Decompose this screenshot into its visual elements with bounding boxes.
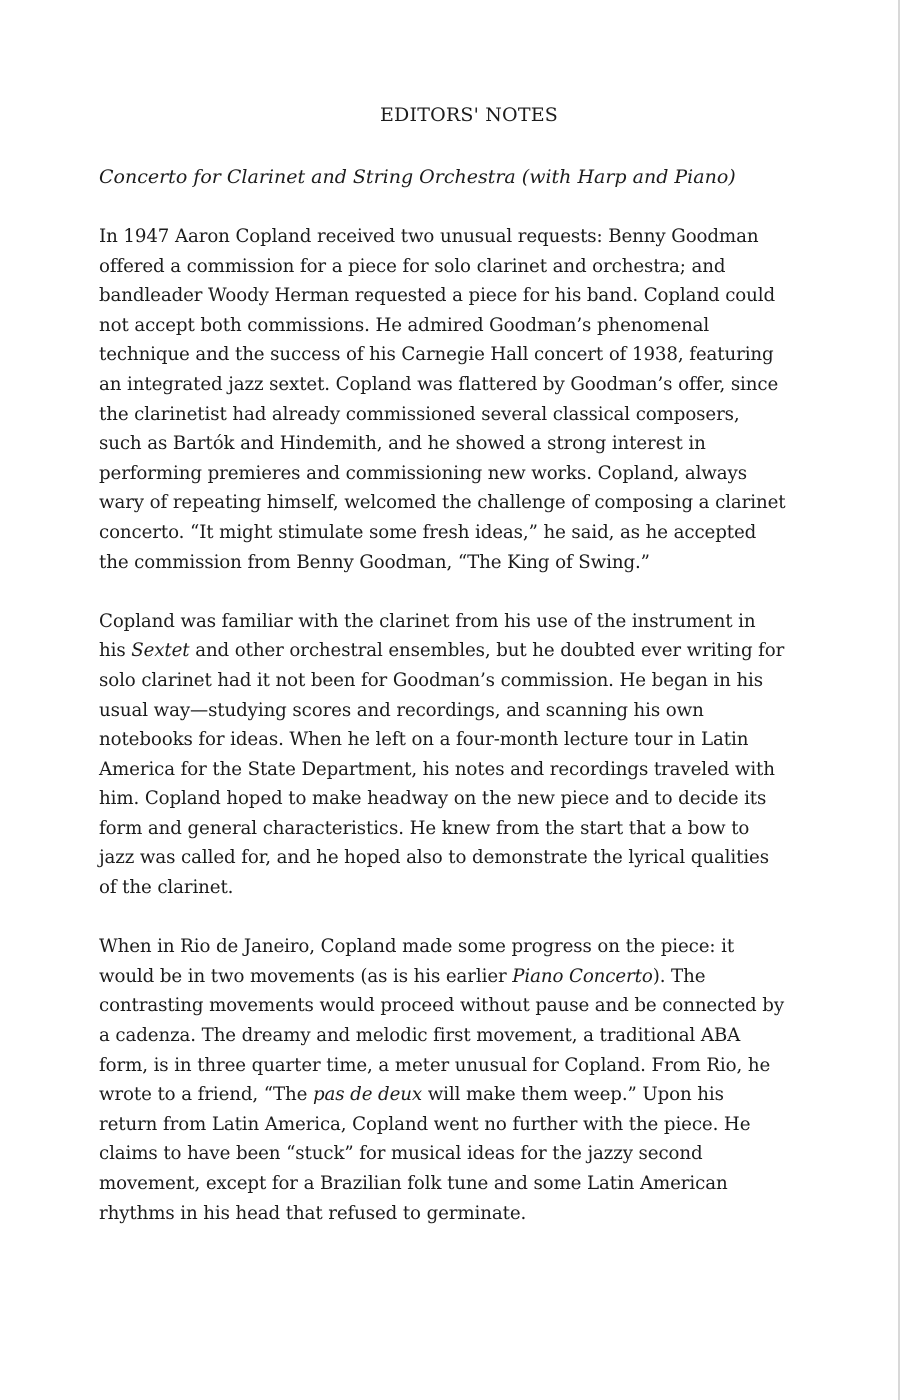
text-line <box>99 666 819 696</box>
text-run: America for the State Department, his notes and recordings traveled with <box>99 758 775 780</box>
text-run: his <box>99 640 132 662</box>
italic-title: Sextet <box>131 640 190 662</box>
text-run: bandleader Woody Herman requested a piece for his band. Copland could <box>99 285 776 307</box>
text-line <box>99 636 819 666</box>
text-line <box>99 400 819 430</box>
text-line <box>99 1021 819 1051</box>
text-run: rhythms in his head that refused to germinate. <box>99 1202 527 1224</box>
text-run: notebooks for ideas. When he left on a four-month lecture tour in Latin <box>99 729 749 751</box>
text-line <box>99 548 819 578</box>
italic-title: Piano Concerto <box>512 965 653 987</box>
text-run: would be in two movements (as is his earlier <box>99 965 513 987</box>
text-run: concerto. “It might stimulate some fresh ideas,” he said, as he accepted <box>99 521 757 543</box>
text-line <box>99 252 819 282</box>
text-run: not accept both commissions. He admired Goodman’s phenomenal <box>99 314 710 336</box>
italic-title: pas de deux <box>312 1084 423 1106</box>
text-run: Copland was familiar with the clarinet from his use of the instrument in <box>99 610 756 632</box>
text-run: In 1947 Aaron Copland received two unusual requests: Benny Goodman <box>99 226 759 247</box>
text-run: jazz was called for, and he hoped also to demonstrate the lyrical qualities <box>99 847 769 869</box>
text-run: him. Copland hoped to make headway on the new piece and to decide its <box>99 788 767 810</box>
text-run: the commission from Benny Goodman, “The King of Swing.” <box>99 551 650 573</box>
text-line <box>99 429 819 459</box>
text-run: return from Latin America, Copland went no further with the piece. He <box>99 1113 751 1135</box>
text-run: of the clarinet. <box>99 877 234 899</box>
text-line <box>99 696 819 726</box>
paragraph <box>99 222 819 577</box>
text-line <box>99 1139 819 1169</box>
text-line <box>99 607 819 637</box>
text-line <box>99 340 819 370</box>
text-run: technique and the success of his Carnegie Hall concert of 1938, featuring <box>99 344 774 366</box>
text-line <box>99 518 819 548</box>
body-text <box>99 222 819 1228</box>
text-run: will make them weep.” Upon his <box>422 1084 724 1106</box>
text-run: form, is in three quarter time, a meter unusual for Copland. From Rio, he <box>99 1054 771 1076</box>
text-run: an integrated jazz sextet. Copland was flattered by Goodman’s offer, since <box>99 373 779 395</box>
paragraph <box>99 932 819 1228</box>
text-line <box>99 311 819 341</box>
text-run: ). The <box>652 965 706 987</box>
text-line <box>99 962 819 992</box>
text-line <box>99 488 819 518</box>
text-run: When in Rio de Janeiro, Copland made some progress on the piece: it <box>99 936 735 958</box>
text-line <box>99 843 819 873</box>
text-run: and other orchestral ensembles, but he doubted ever writing for <box>189 640 785 662</box>
text-line <box>99 725 819 755</box>
text-run: form and general characteristics. He knew from the start that a bow to <box>99 817 750 839</box>
text-run: solo clarinet had it not been for Goodman’s commission. He began in his <box>99 669 764 691</box>
text-run: contrasting movements would proceed without pause and be connected by <box>99 995 784 1017</box>
text-run: performing premieres and commissioning new works. Copland, always <box>99 462 747 484</box>
work-title: Concerto for Clarinet and String Orchestra (with Harp and Piano) <box>99 166 736 188</box>
text-run: such as Bartók and Hindemith, and he showed a strong interest in <box>99 433 706 455</box>
text-line <box>99 1199 819 1229</box>
text-line <box>99 755 819 785</box>
text-line <box>99 222 819 252</box>
text-line <box>99 873 819 903</box>
text-run: wary of repeating himself, welcomed the challenge of composing a clarinet <box>99 492 786 514</box>
text-run: wrote to a friend, “The <box>99 1084 313 1106</box>
text-line <box>99 1110 819 1140</box>
text-run: movement, except for a Brazilian folk tune and some Latin American <box>99 1173 728 1194</box>
text-line <box>99 370 819 400</box>
text-line <box>99 459 819 489</box>
text-line <box>99 932 819 962</box>
text-line <box>99 784 819 814</box>
text-line <box>99 1051 819 1081</box>
text-line <box>99 1080 819 1110</box>
document-page <box>99 100 819 1258</box>
text-run: claims to have been “stuck” for musical ideas for the jazzy second <box>99 1143 703 1165</box>
text-run: usual way—studying scores and recordings, and scanning his own <box>99 699 704 721</box>
paragraph <box>99 607 819 903</box>
text-line <box>99 281 819 311</box>
text-line <box>99 1169 819 1199</box>
text-line <box>99 814 819 844</box>
text-run: a cadenza. The dreamy and melodic first movement, a traditional ABA <box>99 1025 741 1047</box>
text-run: the clarinetist had already commissioned several classical composers, <box>99 403 740 425</box>
text-run: offered a commission for a piece for solo clarinet and orchestra; and <box>99 255 726 277</box>
page-heading: EDITORS' NOTES <box>379 104 558 126</box>
text-line <box>99 991 819 1021</box>
